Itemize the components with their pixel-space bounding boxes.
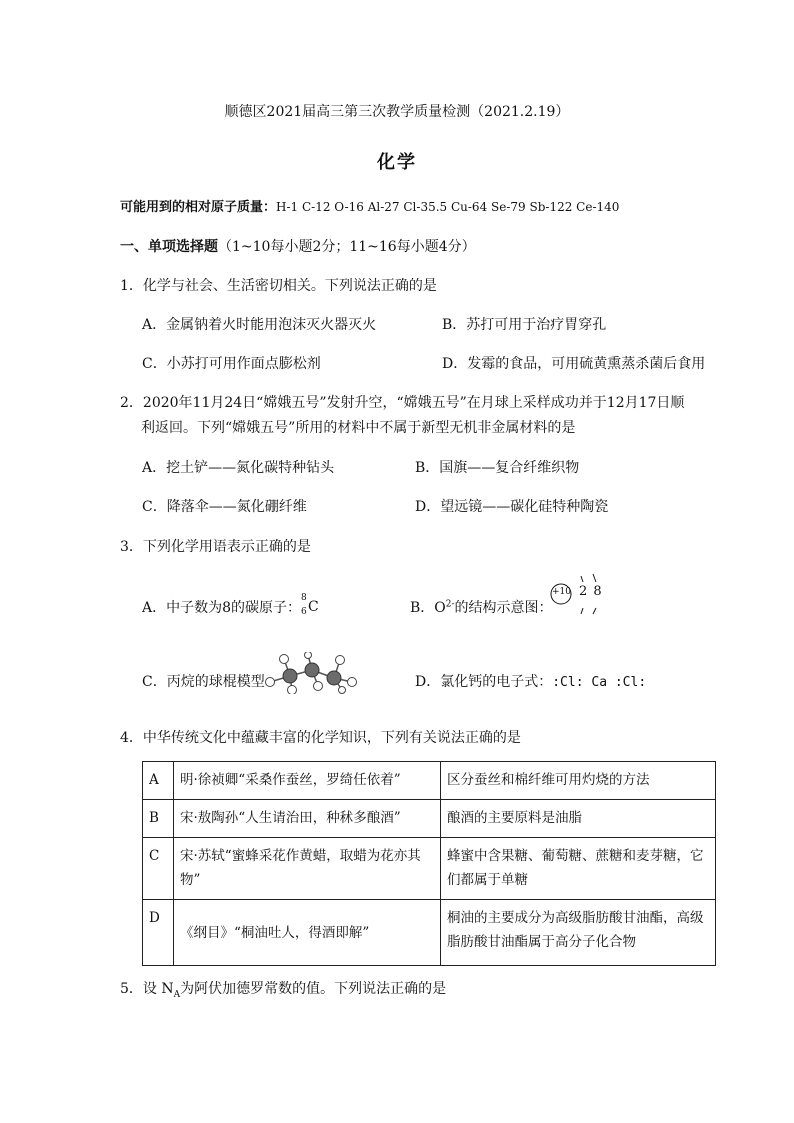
section-note: （1~10每小题2分；11~16每小题4分）: [218, 239, 476, 255]
q1-option-b: B．苏打可用于治疗胃穿孔: [442, 317, 607, 333]
q1-option-c: C．小苏打可用作面点膨松剂: [142, 356, 321, 372]
row-statement: 酿酒的主要原料是油脂: [441, 800, 716, 838]
propane-model-svg: [260, 652, 360, 694]
hydrogen-atom: [288, 686, 297, 695]
question-3-stem: 3．下列化学用语表示正确的是: [120, 539, 311, 555]
q5-prefix: 5．设 N: [120, 981, 174, 997]
section-heading: [120, 236, 476, 256]
propane-ball-stick-model: [260, 652, 360, 694]
hydrogen-atom: [339, 687, 346, 694]
row-statement: 区分蚕丝和棉纤维可用灼烧的方法: [441, 762, 716, 800]
q1-option-d: D．发霉的食品，可用硫黄熏蒸杀菌后食用: [442, 356, 706, 372]
nuclear-charge: +10: [552, 587, 571, 597]
shell-arc-outer-top: [593, 574, 596, 582]
carbon-isotope-notation: [301, 593, 323, 617]
carbon-atom: [283, 669, 297, 683]
isotope-mass-number: 8: [301, 593, 307, 603]
subject-title: 化学: [377, 152, 417, 173]
hydrogen-atom: [314, 682, 323, 691]
q3-option-d-text: D．氯化钙的电子式：: [415, 674, 553, 690]
atomic-structure-diagram: [548, 572, 608, 620]
calcium-chloride-electron-formula: :Cl: Ca :Cl:: [552, 675, 647, 690]
q2-option-b: B．国旗——复合纤维织物: [415, 460, 580, 476]
row-letter: D: [143, 900, 174, 966]
question-5-stem: [120, 978, 446, 1000]
hydrogen-atom: [266, 678, 275, 687]
hydrogen-atom: [280, 655, 289, 664]
question-2-stem-line2: 利返回。下列“嫦娥五号”所用的材料中不属于新型无机非金属材料的是: [141, 420, 576, 436]
q3-option-c: C．丙烷的球棍模型: [142, 674, 265, 690]
q3-option-b: [410, 597, 553, 617]
shell-arc-inner-bottom: [581, 608, 583, 614]
table-row: [143, 900, 716, 966]
question-2-stem-line1: 2．2020年11月24日“嫦娥五号”发射升空，“嫦娥五号”在月球上采样成功并于12月17日顺: [120, 395, 685, 411]
question-4-table: [142, 761, 716, 966]
q3-option-a-text: A．中子数为8的碳原子：: [142, 600, 302, 616]
carbon-atom: [305, 663, 319, 677]
q3-option-b-prefix: B．O: [410, 600, 446, 616]
shell-arc-inner-top: [581, 576, 583, 582]
isotope-symbol: C: [308, 599, 319, 615]
atomic-masses-values: H-1 C-12 O-16 Al-27 Cl-35.5 Cu-64 Se-79 Sb-122 Ce-140: [276, 200, 620, 214]
q2-option-c: C．降落伞——氮化硼纤维: [142, 499, 307, 515]
question-1-stem: 1．化学与社会、生活密切相关。下列说法正确的是: [120, 278, 437, 294]
q2-option-a: A．挖土铲——氮化碳特种钻头: [142, 460, 335, 476]
hydrogen-atom: [336, 656, 345, 665]
exam-title: 顺德区2021届高三第三次教学质量检测（2021.2.19）: [224, 104, 570, 120]
q1-option-a: A．金属钠着火时能用泡沫灭火器灭火: [142, 317, 377, 333]
row-source: 《纲目》“桐油吐人，得酒即解”: [174, 900, 441, 966]
avogadro-subscript: A: [173, 989, 181, 1000]
carbon-atom: [327, 671, 341, 685]
oxide-ion-charge: 2-: [445, 599, 455, 610]
atomic-masses-label: 可能用到的相对原子质量：: [120, 200, 277, 215]
shell-arc-outer-bottom: [593, 608, 596, 614]
atomic-masses: [120, 196, 619, 215]
hydrogen-atom: [305, 652, 312, 659]
hydrogen-atom: [348, 678, 357, 687]
table-row: [143, 762, 716, 800]
row-source: 明·徐祯卿“采桑作蚕丝，罗绮任依着”: [174, 762, 441, 800]
q5-suffix: 为阿伏加德罗常数的值。下列说法正确的是: [180, 981, 447, 997]
section-title: 一、单项选择题: [120, 239, 218, 255]
row-statement: 桐油的主要成分为高级脂肪酸甘油酯，高级脂肪酸甘油酯属于高分子化合物: [441, 900, 716, 966]
row-statement: 蜂蜜中含果糖、葡萄糖、蔗糖和麦芽糖，它们都属于单糖: [441, 838, 716, 900]
table-row: [143, 838, 716, 900]
row-source: 宋·苏轼“蜜蜂采花作黄蜡，取蜡为花亦其物”: [174, 838, 441, 900]
q3-option-a: [142, 593, 323, 617]
q3-option-b-suffix: 的结构示意图：: [454, 600, 553, 616]
row-letter: A: [143, 762, 174, 800]
row-letter: B: [143, 800, 174, 838]
q3-option-d: [415, 671, 646, 691]
question-4-stem: 4．中华传统文化中蕴藏丰富的化学知识，下列有关说法正确的是: [120, 730, 521, 746]
isotope-atomic-number: 6: [301, 607, 307, 617]
row-letter: C: [143, 838, 174, 900]
row-source: 宋·敖陶孙“人生请治田，种秫多酿酒”: [174, 800, 441, 838]
electron-shells: 2 8: [579, 584, 603, 599]
q2-option-d: D．望远镜——碳化硅特种陶瓷: [415, 499, 609, 515]
table-row: [143, 800, 716, 838]
